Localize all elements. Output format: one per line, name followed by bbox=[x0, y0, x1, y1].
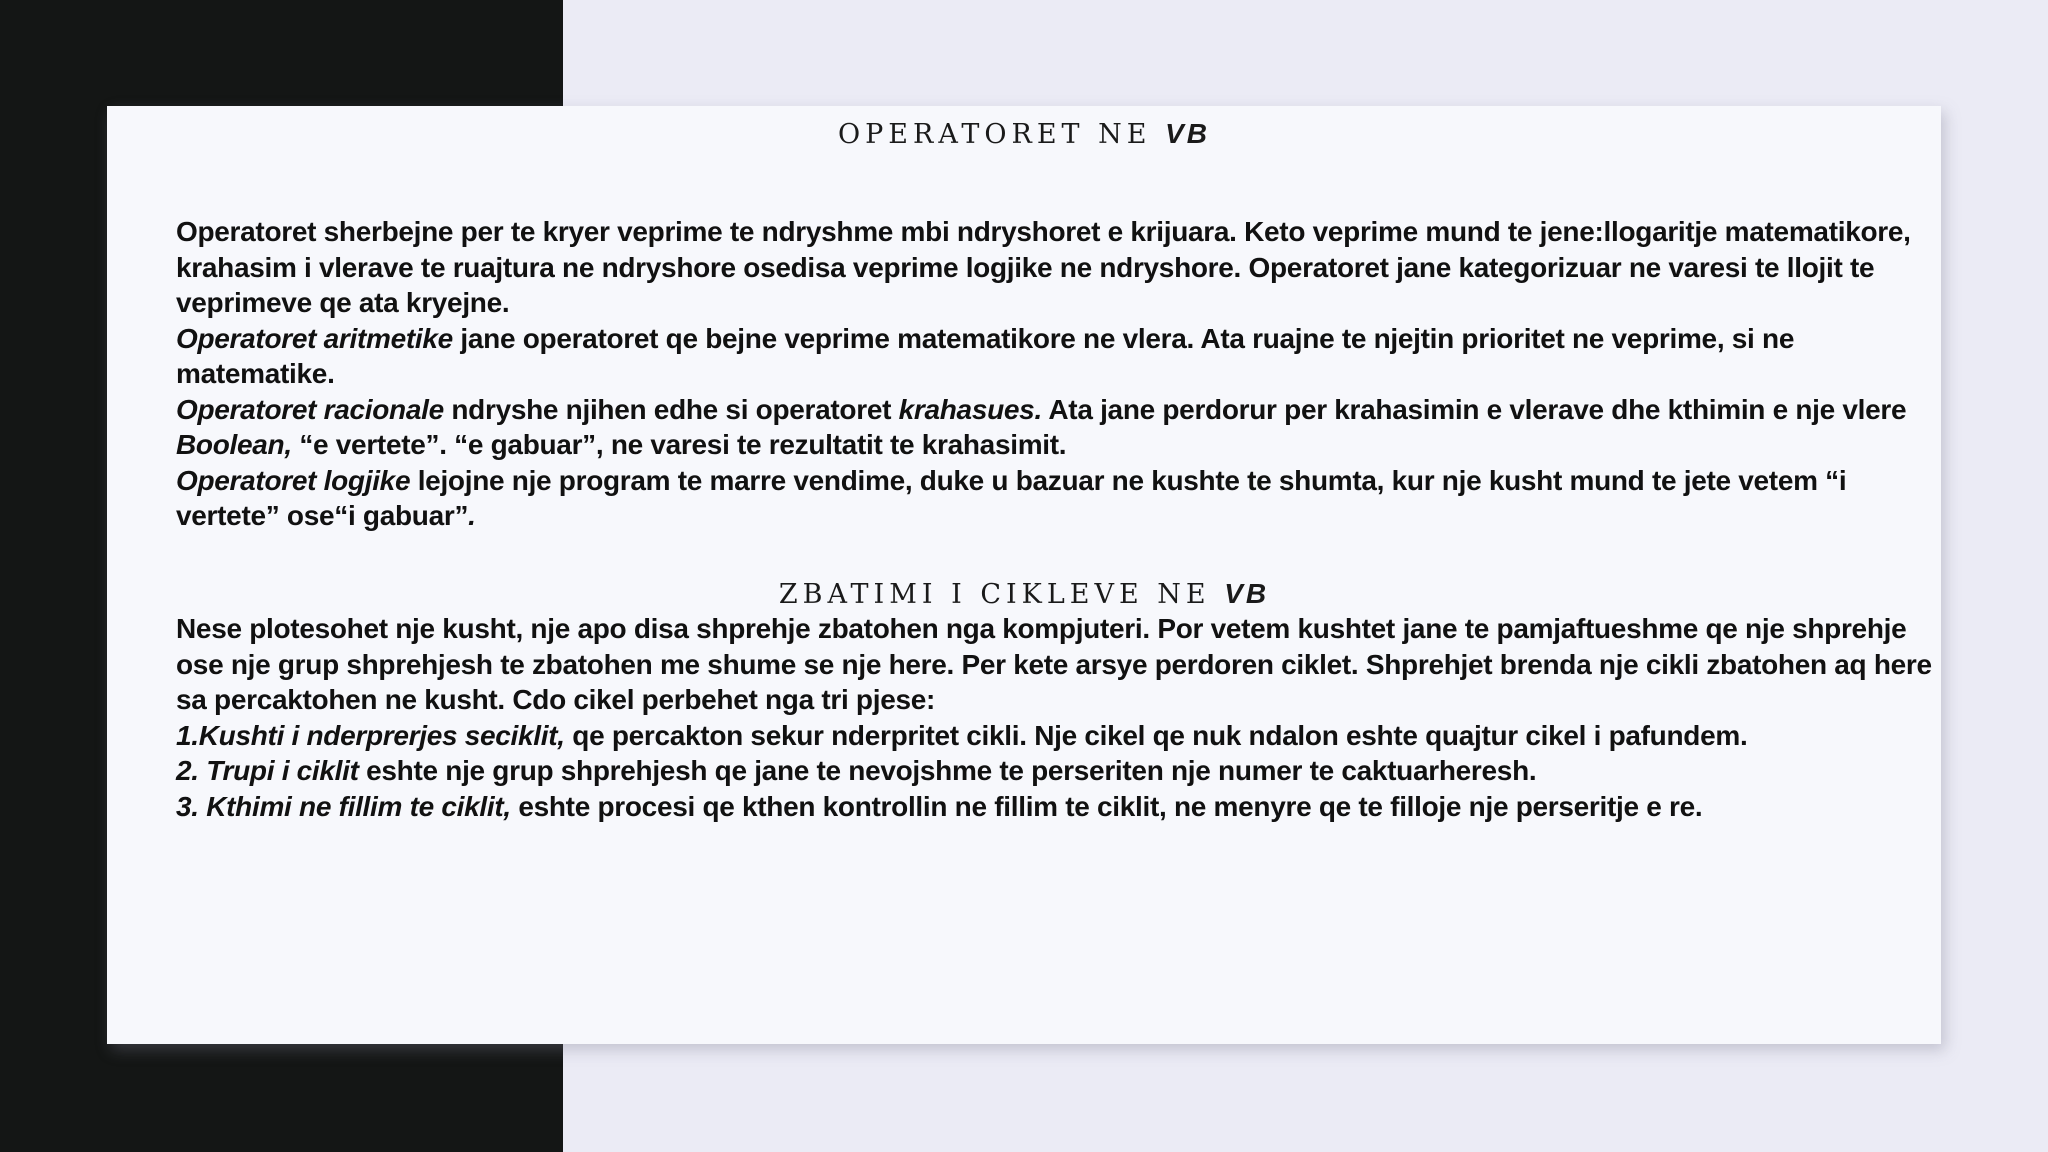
loop-part-text: eshte procesi qe kthen kontrollin ne fillim te ciklit, ne menyre qe te filloje nje perseritje e re. bbox=[510, 790, 1703, 822]
section-title-text: ZBATIMI I CIKLEVE NE bbox=[778, 579, 1211, 610]
logical-term: Operatoret logjike bbox=[176, 464, 411, 496]
loops-body bbox=[176, 611, 1936, 824]
arithmetic-text: jane operatoret qe bejne veprime matematikore ne vlera. Ata ruajne te njejtin prioritet ne veprime, si ne matematike. bbox=[176, 322, 1795, 389]
logical-end: . bbox=[468, 500, 476, 531]
loop-part-1 bbox=[176, 718, 1936, 754]
loop-part-term: 3. Kthimi ne fillim te ciklit, bbox=[176, 790, 511, 822]
relational-text-3: “e vertete”. “e gabuar”, ne varesi te rezultatit te krahasimit. bbox=[291, 429, 1067, 460]
loop-part-text: eshte nje grup shprehjesh qe jane te nevojshme te perseriten nje numer te caktuarheresh. bbox=[358, 755, 1537, 786]
slide-card bbox=[107, 106, 1941, 1044]
section-title-vb: VB bbox=[1165, 118, 1210, 149]
operators-body bbox=[176, 214, 1936, 534]
relational-text-1: ndryshe njihen edhe si operatoret bbox=[443, 393, 899, 425]
loop-part-3 bbox=[176, 789, 1936, 825]
loop-part-term: 1.Kushti i nderprerjes seciklit, bbox=[176, 719, 565, 751]
operators-intro: Operatoret sherbejne per te kryer veprime te ndryshme mbi ndryshoret e krijuara. Keto veprime mund te jene:llogaritje matematikore, krahasim i vlerave te ruajtura ne ndryshore osedisa veprime logjike ne ndryshore. Operatoret jane kategorizuar ne varesi te llojit te veprimeve qe ata kryejne. bbox=[176, 216, 1911, 318]
comparison-term: krahasues. bbox=[898, 393, 1042, 425]
section-title-loops bbox=[107, 578, 1941, 610]
relational-paragraph bbox=[176, 392, 1936, 463]
arithmetic-term: Operatoret aritmetike bbox=[176, 322, 453, 354]
loop-part-term: 2. Trupi i ciklit bbox=[176, 755, 359, 786]
relational-text-2: Ata jane perdorur per krahasimin e vlerave dhe kthimin e nje vlere bbox=[1041, 393, 1907, 425]
loop-part-2 bbox=[176, 753, 1936, 789]
arithmetic-paragraph bbox=[176, 321, 1936, 392]
logical-text: lejojne nje program te marre vendime, duke u bazuar ne kushte te shumta, kur nje kusht mund te jete vetem “i vertete” ose“i gabuar” bbox=[176, 464, 1847, 531]
section-title-vb: VB bbox=[1224, 578, 1270, 609]
loops-intro: Nese plotesohet nje kusht, nje apo disa shprehje zbatohen nga kompjuteri. Por vetem kushtet jane te pamjaftueshme qe nje shprehje ose nje grup shprehjesh te zbatohen me shume se nje here. Per kete arsye perdoren ciklet. Shprehjet brenda nje cikli zbatohen aq here sa percaktohen ne kusht. Cdo cikel perbehet nga tri pjese: bbox=[176, 613, 1932, 715]
loop-part-text: qe percakton sekur nderpritet cikli. Nje cikel qe nuk ndalon eshte quajtur cikel i pafundem. bbox=[564, 719, 1748, 751]
boolean-term: Boolean, bbox=[176, 429, 292, 460]
logical-paragraph bbox=[176, 463, 1936, 534]
relational-term: Operatoret racionale bbox=[176, 393, 444, 425]
section-title-text: OPERATORET NE bbox=[838, 119, 1152, 150]
section-title-operators bbox=[107, 118, 1941, 150]
